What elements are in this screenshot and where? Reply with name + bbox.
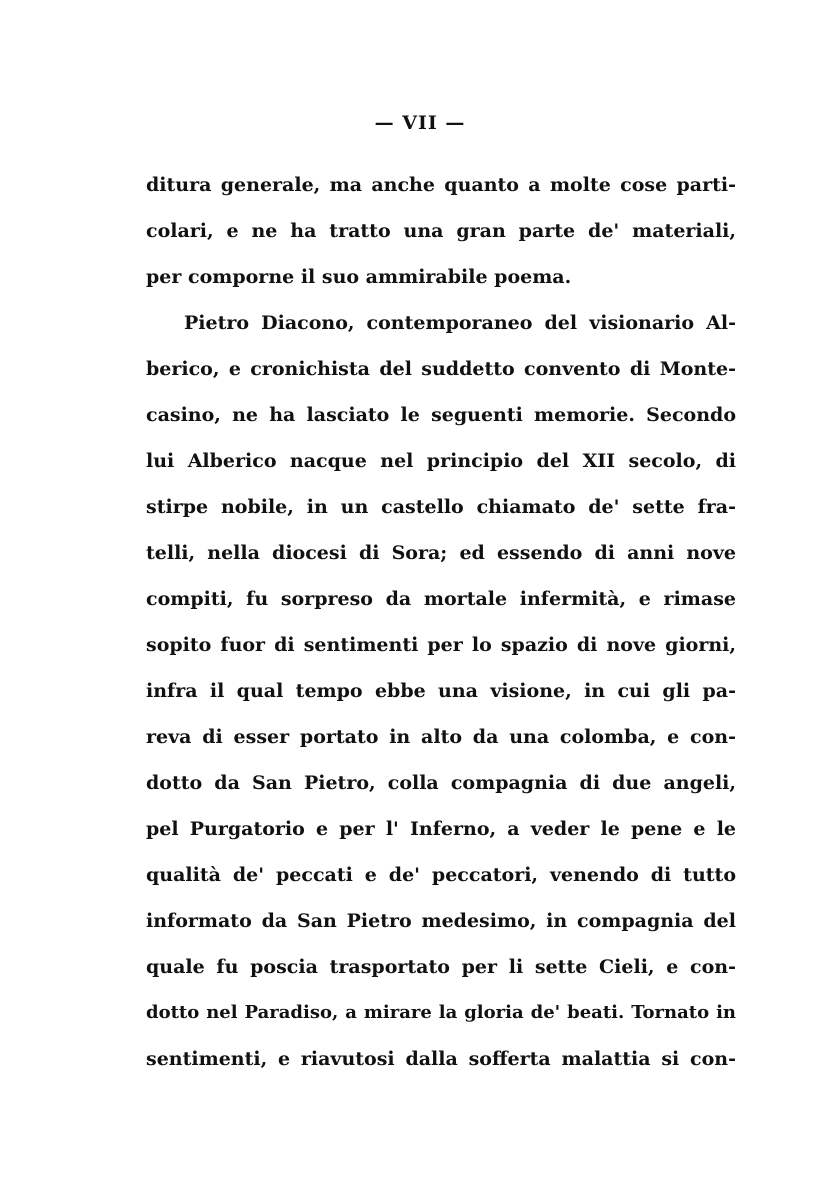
text-line: berico, e cronichista del suddetto convento di Monte- xyxy=(146,358,736,380)
text-line: quale fu poscia trasportato per li sette Cieli, e con- xyxy=(146,956,736,978)
text-line: lui Alberico nacque nel principio del XII secolo, di xyxy=(146,450,736,472)
text-line: stirpe nobile, in un castello chiamato de' sette fra- xyxy=(146,496,736,518)
text-line: dotto nel Paradiso, a mirare la gloria de' beati. Tornato in xyxy=(146,1002,736,1023)
text-line: informato da San Pietro medesimo, in compagnia del xyxy=(146,910,736,932)
text-line: casino, ne ha lasciato le seguenti memorie. Secondo xyxy=(146,404,736,426)
text-line: infra il qual tempo ebbe una visione, in cui gli pa- xyxy=(146,680,736,702)
text-line: sopito fuor di sentimenti per lo spazio di nove giorni, xyxy=(146,634,736,656)
text-line: reva di esser portato in alto da una colomba, e con- xyxy=(146,726,736,748)
text-line: compiti, fu sorpreso da mortale infermità, e rimase xyxy=(146,588,736,610)
text-line: dotto da San Pietro, colla compagnia di due angeli, xyxy=(146,772,736,794)
body-text xyxy=(146,170,736,1090)
text-line: qualità de' peccati e de' peccatori, venendo di tutto xyxy=(146,864,736,886)
page-number-header: — VII — xyxy=(374,112,466,134)
text-line: Pietro Diacono, contemporaneo del visionario Al- xyxy=(184,312,736,334)
text-line: per comporne il suo ammirabile poema. xyxy=(146,266,572,288)
text-line: telli, nella diocesi di Sora; ed essendo di anni nove xyxy=(146,542,736,564)
text-line: colari, e ne ha tratto una gran parte de' materiali, xyxy=(146,220,736,242)
text-line: ditura generale, ma anche quanto a molte cose parti- xyxy=(146,174,736,196)
text-line: pel Purgatorio e per l' Inferno, a veder le pene e le xyxy=(146,818,736,840)
text-line: sentimenti, e riavutosi dalla sofferta malattia si con- xyxy=(146,1048,736,1070)
